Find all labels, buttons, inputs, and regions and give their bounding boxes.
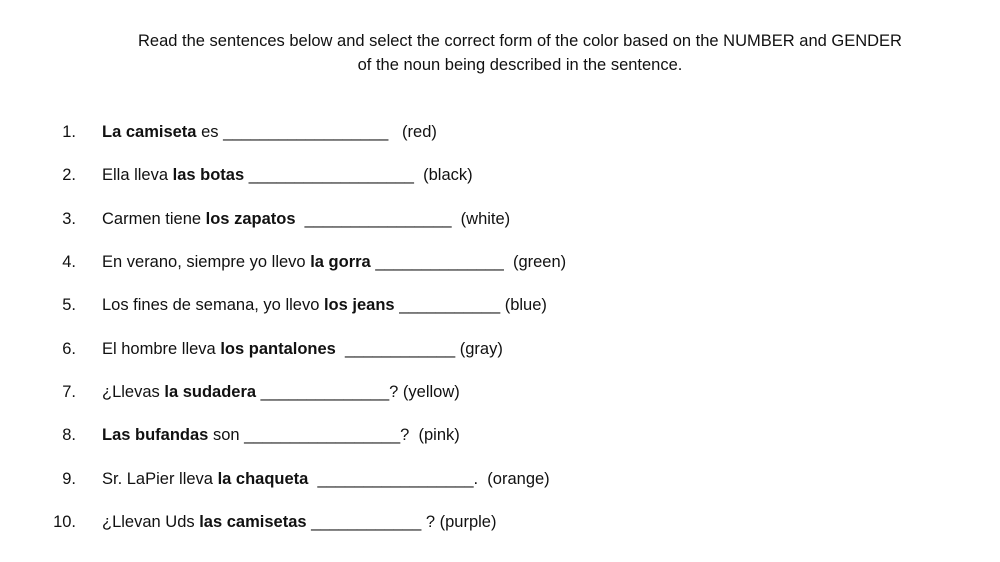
question-row — [0, 249, 1000, 275]
sentence-text: ¿Llevan Uds — [102, 513, 200, 531]
sentence-text: (gray) — [455, 340, 503, 358]
answer-blank[interactable]: ____________ — [345, 340, 456, 358]
question-sentence — [102, 206, 510, 232]
sentence-text: (white) — [451, 210, 511, 228]
sentence-text: ? (yellow) — [389, 383, 460, 401]
question-sentence — [102, 422, 460, 448]
sentence-text: ? (pink) — [400, 426, 460, 444]
sentence-text: En verano, siempre yo llevo — [102, 253, 311, 271]
question-sentence — [102, 379, 460, 405]
question-row — [0, 466, 1000, 492]
question-number: 1. — [62, 123, 76, 141]
question-sentence — [102, 249, 566, 275]
sentence-text — [336, 340, 345, 358]
question-number: 3. — [62, 210, 76, 228]
noun-phrase: la gorra — [310, 253, 371, 271]
question-row — [0, 509, 1000, 535]
sentence-text: El hombre lleva — [102, 340, 221, 358]
noun-phrase: Las bufandas — [102, 426, 209, 444]
sentence-text: son — [208, 426, 245, 444]
noun-phrase: las botas — [172, 166, 245, 184]
noun-phrase: los pantalones — [220, 340, 336, 358]
sentence-text: Los fines de semana, yo llevo — [102, 296, 324, 314]
question-number: 10. — [53, 513, 76, 531]
question-row — [0, 336, 1000, 362]
question-row — [0, 119, 1000, 145]
answer-blank[interactable]: ______________ — [375, 253, 504, 271]
noun-phrase: la chaqueta — [217, 470, 309, 488]
sentence-text — [308, 470, 317, 488]
noun-phrase: los zapatos — [205, 210, 296, 228]
answer-blank[interactable]: ____________ — [311, 513, 422, 531]
sentence-text: Ella lleva — [102, 166, 173, 184]
question-row — [0, 379, 1000, 405]
question-sentence — [102, 466, 550, 492]
sentence-text: (black) — [413, 166, 473, 184]
sentence-text: es — [196, 123, 224, 141]
question-sentence — [102, 162, 473, 188]
instructions-line-2: of the noun being described in the sentence. — [357, 56, 683, 74]
instructions-line-1: Read the sentences below and select the correct form of the color based on the NUMBER and GENDER — [138, 32, 902, 50]
sentence-text: (blue) — [500, 296, 547, 314]
sentence-text: Carmen tiene — [102, 210, 206, 228]
question-sentence — [102, 292, 547, 318]
question-number: 2. — [62, 166, 76, 184]
question-row — [0, 292, 1000, 318]
question-number: 4. — [62, 253, 76, 271]
question-number: 8. — [62, 426, 76, 444]
sentence-text: ¿Llevas — [102, 383, 165, 401]
sentence-text: ? (purple) — [421, 513, 497, 531]
noun-phrase: La camiseta — [102, 123, 197, 141]
question-row — [0, 206, 1000, 232]
sentence-text: (green) — [503, 253, 567, 271]
question-number: 9. — [62, 470, 76, 488]
question-number: 5. — [62, 296, 76, 314]
sentence-text: Sr. LaPier lleva — [102, 470, 218, 488]
question-sentence — [102, 119, 437, 145]
question-number: 6. — [62, 340, 76, 358]
sentence-text: . (orange) — [473, 470, 550, 488]
answer-blank[interactable]: ________________ — [304, 210, 452, 228]
answer-blank[interactable]: _________________ — [244, 426, 401, 444]
question-sentence — [102, 509, 496, 535]
answer-blank[interactable]: ______________ — [260, 383, 390, 401]
question-row — [0, 422, 1000, 448]
noun-phrase: los jeans — [323, 296, 395, 314]
answer-blank[interactable]: __________________ — [223, 123, 389, 141]
sentence-text — [296, 210, 305, 228]
noun-phrase: las camisetas — [199, 513, 307, 531]
sentence-text: (red) — [388, 123, 437, 141]
noun-phrase: la sudadera — [164, 383, 257, 401]
answer-blank[interactable]: __________________ — [248, 166, 414, 184]
question-row — [0, 162, 1000, 188]
question-number: 7. — [62, 383, 76, 401]
answer-blank[interactable]: ___________ — [399, 296, 501, 314]
question-sentence — [102, 336, 503, 362]
answer-blank[interactable]: _________________ — [317, 470, 474, 488]
